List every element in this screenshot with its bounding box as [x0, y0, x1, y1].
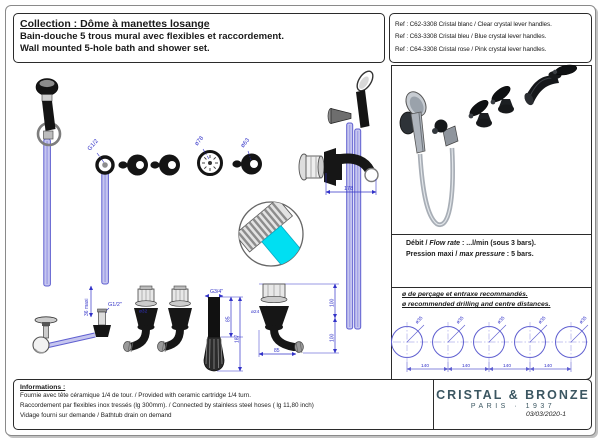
- drilling-diagram: [393, 312, 590, 380]
- right-column: [391, 65, 592, 380]
- collection-title: Collection : Dôme à manettes losange: [20, 18, 210, 30]
- render-lever-handle: [489, 83, 514, 113]
- render-lever-handle: [467, 97, 492, 127]
- handle-front-a: [118, 155, 148, 176]
- dim-100b-label: 100: [329, 333, 336, 342]
- svg-text:36 maxi: 36 maxi: [84, 298, 90, 316]
- flow-rate-block: [406, 238, 588, 260]
- subtitle-fr: Bain-douche 5 trous mural avec flexibles et raccordement.: [20, 31, 284, 42]
- spacing-label: 140: [503, 364, 512, 369]
- spacing-label: 140: [544, 364, 553, 369]
- hole-diameter-label: ø35: [496, 316, 507, 326]
- brand-block: [434, 380, 592, 429]
- dim-36-maxi: [84, 286, 91, 317]
- dim-g12-label: G1/2: [86, 138, 100, 153]
- handshower-side: [328, 69, 376, 128]
- info-line: Raccordement par flexibles inox tressés (lg 300mm). / Connected by stainless steel hoses ( lg 11,80 inch): [20, 401, 314, 409]
- spout-profile-drawing: [204, 289, 243, 371]
- dim-d63-label: ø63: [239, 137, 252, 150]
- dim-d24-label: ø24: [251, 310, 260, 315]
- wall-spout-side: [299, 148, 378, 186]
- info-line: Vidage fourni sur demande / Bathtub drain on demand: [20, 411, 172, 419]
- handle-front-b: [150, 155, 180, 176]
- render-hose: [420, 148, 453, 225]
- render-spout: [523, 76, 559, 107]
- drilling-title-fr: ø de perçage et entraxe recommandés.: [402, 291, 528, 298]
- info-line: Fournie avec tête céramique 1/4 de tour. / Provided with ceramic cartridge 1/4 turn.: [20, 392, 252, 399]
- drain-assembly-drawing: [33, 286, 192, 353]
- flow-rate-line: Débit / Flow rate : ...l/min (sous 3 bars).: [406, 240, 536, 247]
- spec-sheet: [5, 5, 596, 436]
- pressure-line: Pression maxi / max pressure : 5 bars.: [406, 251, 534, 259]
- dim-d32-label: ø32: [139, 309, 148, 315]
- render-handshower: [400, 88, 430, 153]
- dim-d78-label: ø78: [193, 135, 206, 148]
- render-elbow-connector: [432, 120, 458, 147]
- title-block: [13, 13, 385, 63]
- ref-line: Ref : C63-3308 Cristal bleu / Blue crystal lever handles.: [395, 33, 547, 41]
- dim-85-label: 85: [225, 316, 232, 322]
- reference-block: [389, 13, 592, 63]
- spacing-label: 140: [462, 364, 471, 369]
- footer-strip: [13, 379, 592, 430]
- dim-g34-label: G3/4": [210, 289, 224, 295]
- informations-title: Informations :: [20, 384, 66, 391]
- front-view-row-drawing: [87, 135, 262, 284]
- dim-187-label: 187: [234, 334, 241, 343]
- hole-diameter-label: ø35: [537, 316, 548, 326]
- handshower-front-drawing: [36, 79, 60, 287]
- supply-valve-drawing: [124, 286, 159, 352]
- product-render: [392, 66, 591, 232]
- side-view-drawing: [299, 69, 378, 329]
- brand-city-year: PARIS · 1937: [470, 403, 556, 410]
- ref-line: Ref : C64-3308 Cristal rose / Pink crystal lever handles.: [395, 45, 547, 53]
- ref-line: Ref : C62-3308 Cristal blanc / Clear crystal lever handles.: [395, 21, 552, 28]
- informations-block: [14, 380, 434, 429]
- drilling-title-en: ø recommended drilling and centre distances.: [402, 301, 551, 309]
- divider: [392, 287, 591, 288]
- spout-front-rosette: [194, 135, 222, 174]
- hose-detail-bubble: [235, 198, 315, 278]
- drilling-title-block: [402, 290, 588, 310]
- dim-g12-drain-label: G1/2": [108, 302, 122, 308]
- dim-w85-label: 85: [274, 348, 280, 354]
- subtitle-en: Wall mounted 5-hole bath and shower set.: [20, 43, 210, 54]
- technical-drawing: [13, 65, 391, 379]
- spacing-label: 140: [421, 364, 430, 369]
- dim-178-label: 178: [344, 186, 354, 192]
- valve-side-drawing: [251, 284, 339, 357]
- handle-front-c: [232, 137, 262, 174]
- render-lever-handle: [549, 63, 578, 79]
- revision-date: 03/03/2020-1: [525, 411, 566, 418]
- brand-logo: CRISTAL & BRONZE: [436, 388, 590, 402]
- hole-diameter-label: ø35: [455, 316, 466, 326]
- hole-diameter-label: ø35: [578, 316, 589, 326]
- divider: [392, 234, 591, 235]
- dim-100a-label: 100: [329, 298, 336, 307]
- hole-diameter-label: ø35: [414, 316, 425, 326]
